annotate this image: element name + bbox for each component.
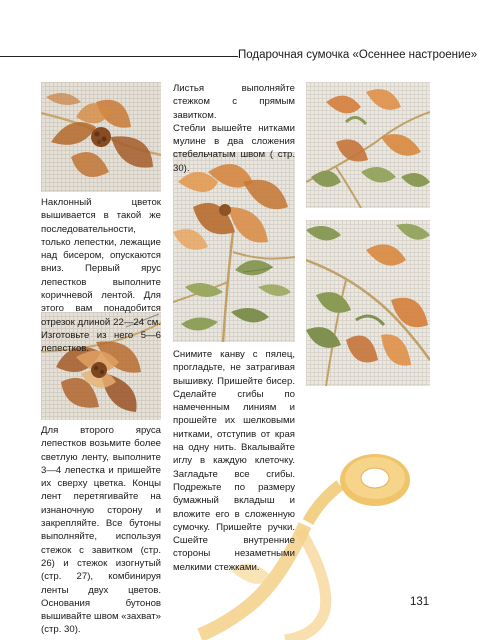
header-rule [0,56,238,57]
photo-buds-top [306,82,430,208]
photo-flower-with-leaves [173,152,295,342]
flower-instructions: Наклонный цветок вышивается в такой же последовательности, только лепестки, лежащие над бисером, опускаются вниз. Первый ярус лепестков выполните коричневой лентой. Для этого вам понадобится отрезок длиной 22—24 см. Изготовьте из него 5—6 лепестков. [41,197,161,355]
photo-flower-first-tier [41,82,161,192]
finishing-instructions: Снимите канву с пялец, прогладьте, не затрагивая вышивку. Пришейте бисер. Сделайте сгибы по намеченным линиям и прошейте их шелковыми нитками, отступив от края на одну нить. Вкалывайте иглу в каждую клеточку. Загладьте все сгибы. Подрежьте по размеру бумажный вкладыш и вложите его в сложенную сумочку. Пришейте ручки. Сшейте внутренние стороны незаметными мелкими стежками. [173,349,295,573]
page-header-title: Подарочная сумочка «Осеннее настроение» [238,49,478,61]
leaves-instruction: Листья выполняйте стежком с прямым завитком. [173,83,295,121]
leaves-stem-instructions [173,82,295,175]
photo-buds-leaves [306,220,430,386]
page-number: 131 [410,596,430,608]
stems-instruction: Стебли вышейте нитками мулине в два сложения стебельчатым швом ( стр. 30). [173,122,295,174]
second-tier-instructions: Для второго яруса лепестков возьмите более светлую ленту, выполните 3—4 лепестка и пришейте их сверху цветка. Концы лент перетягивайте на изнаночную сторону и закрепляйте. Все бутоны выполняйте, используя стежок с завитком (стр. 26) и стежок изогнутый (стр. 27), комбинируя ленты двух цветов. Основания бутонов вышивайте швом «захват» (стр. 30). [41,425,162,636]
